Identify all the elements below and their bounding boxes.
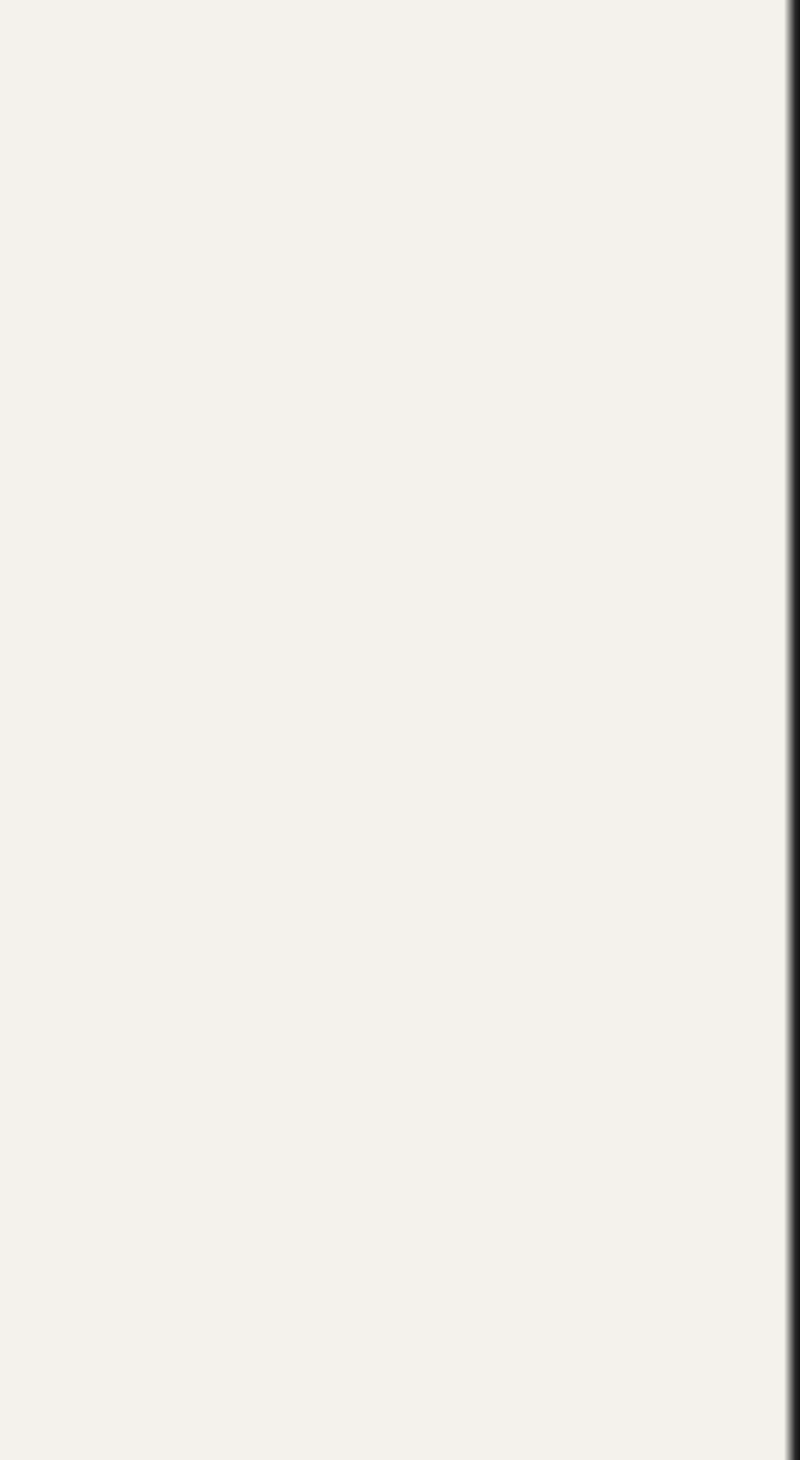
page-header — [30, 42, 770, 82]
catchword — [33, 1040, 757, 1076]
page-edge-shadow — [784, 0, 800, 1460]
